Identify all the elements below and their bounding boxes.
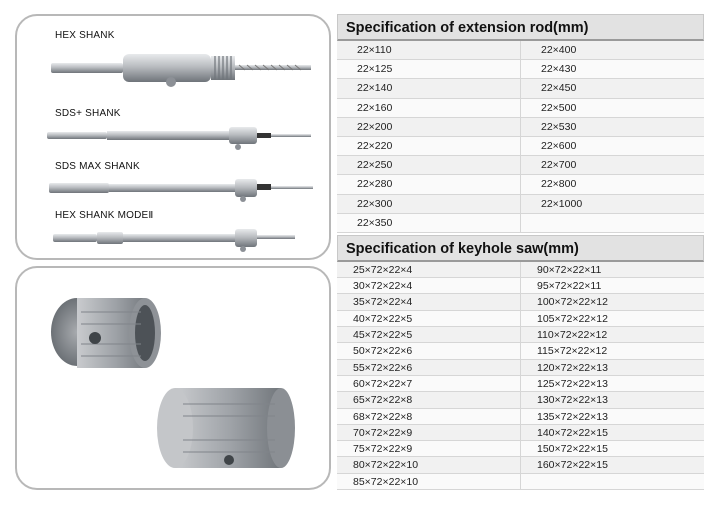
table-cell: 125×72×22×13	[521, 376, 704, 392]
table-cell: 115×72×22×12	[521, 343, 704, 359]
table-row	[337, 99, 704, 118]
table-cell: 45×72×22×5	[337, 327, 521, 343]
table-cell	[521, 474, 704, 490]
table-row	[337, 311, 704, 327]
table-row	[337, 60, 704, 79]
sds-plus-shank-image	[45, 122, 317, 152]
table-cell: 95×72×22×11	[521, 278, 704, 294]
table-cell: 80×72×22×10	[337, 457, 521, 473]
table-row	[337, 294, 704, 310]
table-cell: 22×300	[337, 195, 521, 214]
table-cell: 100×72×22×12	[521, 294, 704, 310]
table-cell: 22×500	[521, 99, 704, 118]
keyhole-saw-image-panel	[15, 266, 331, 490]
shank-label-sds-max: SDS MAX SHANK	[55, 161, 140, 172]
table-cell: 22×800	[521, 175, 704, 194]
table-row	[337, 278, 704, 294]
table-cell: 68×72×22×8	[337, 409, 521, 425]
table-cell: 22×400	[521, 41, 704, 60]
table-cell: 55×72×22×6	[337, 360, 521, 376]
table-cell: 70×72×22×9	[337, 425, 521, 441]
table-row	[337, 392, 704, 408]
table-cell: 25×72×22×4	[337, 262, 521, 278]
extension-rod-table	[337, 41, 704, 233]
table-row	[337, 195, 704, 214]
table-row	[337, 474, 704, 490]
table-row	[337, 327, 704, 343]
table-cell: 75×72×22×9	[337, 441, 521, 457]
table-row	[337, 441, 704, 457]
extension-rod-title: Specification of extension rod(mm)	[337, 14, 704, 41]
table-cell: 22×280	[337, 175, 521, 194]
table-cell: 105×72×22×12	[521, 311, 704, 327]
table-cell: 22×220	[337, 137, 521, 156]
hex-shank-mode2-image	[51, 224, 297, 254]
table-cell: 110×72×22×12	[521, 327, 704, 343]
table-cell: 22×200	[337, 118, 521, 137]
shank-label-sds-plus: SDS+ SHANK	[55, 108, 121, 119]
table-row	[337, 156, 704, 175]
table-cell: 22×125	[337, 60, 521, 79]
table-cell: 160×72×22×15	[521, 457, 704, 473]
table-cell: 22×600	[521, 137, 704, 156]
table-row	[337, 262, 704, 278]
table-row	[337, 41, 704, 60]
table-cell: 22×700	[521, 156, 704, 175]
shank-label-hex: HEX SHANK	[55, 30, 115, 41]
table-cell: 150×72×22×15	[521, 441, 704, 457]
table-cell: 22×140	[337, 79, 521, 98]
table-cell: 90×72×22×11	[521, 262, 704, 278]
table-cell: 50×72×22×6	[337, 343, 521, 359]
table-cell: 60×72×22×7	[337, 376, 521, 392]
table-cell: 22×430	[521, 60, 704, 79]
table-cell: 22×450	[521, 79, 704, 98]
table-row	[337, 376, 704, 392]
table-row	[337, 409, 704, 425]
table-row	[337, 214, 704, 233]
table-cell: 22×110	[337, 41, 521, 60]
table-cell: 35×72×22×4	[337, 294, 521, 310]
table-cell: 22×350	[337, 214, 521, 233]
table-cell: 135×72×22×13	[521, 409, 704, 425]
table-cell: 140×72×22×15	[521, 425, 704, 441]
table-cell: 130×72×22×13	[521, 392, 704, 408]
table-cell: 22×1000	[521, 195, 704, 214]
specification-tables	[337, 14, 704, 490]
table-cell: 120×72×22×13	[521, 360, 704, 376]
table-cell: 40×72×22×5	[337, 311, 521, 327]
table-cell: 65×72×22×8	[337, 392, 521, 408]
table-cell	[521, 214, 704, 233]
table-row	[337, 79, 704, 98]
keyhole-saw-table	[337, 262, 704, 490]
hex-shank-image	[47, 46, 317, 88]
table-cell: 85×72×22×10	[337, 474, 521, 490]
table-cell: 30×72×22×4	[337, 278, 521, 294]
table-row	[337, 425, 704, 441]
table-row	[337, 360, 704, 376]
table-row	[337, 137, 704, 156]
table-row	[337, 457, 704, 473]
table-row	[337, 343, 704, 359]
table-cell: 22×250	[337, 156, 521, 175]
table-cell: 22×530	[521, 118, 704, 137]
table-row	[337, 118, 704, 137]
keyhole-saw-title: Specification of keyhole saw(mm)	[337, 235, 704, 262]
sds-max-shank-image	[47, 174, 319, 204]
shank-label-hex-mode2: HEX SHANK MODEⅡ	[55, 210, 154, 221]
table-cell: 22×160	[337, 99, 521, 118]
table-row	[337, 175, 704, 194]
shank-types-panel	[15, 14, 331, 260]
keyhole-saw-image	[17, 268, 329, 488]
